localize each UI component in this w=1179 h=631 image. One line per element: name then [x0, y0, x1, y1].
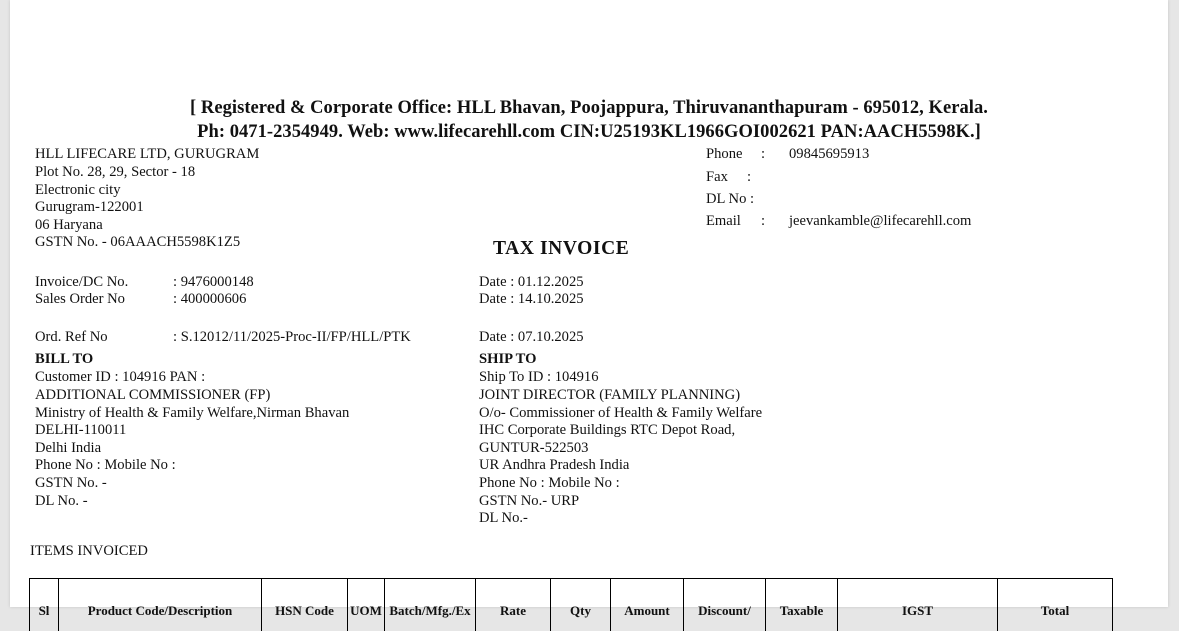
- column-header-taxable: Taxable: [766, 579, 838, 631]
- column-header-amount: Amount: [611, 579, 684, 631]
- column-header-discount: Discount/: [684, 579, 766, 631]
- column-header-uom: UOM: [348, 579, 385, 631]
- bill-to-line: Delhi India: [35, 440, 101, 458]
- seller-state: 06 Haryana: [35, 217, 103, 235]
- column-header-qty: Qty: [551, 579, 611, 631]
- email-label: Email: [706, 213, 741, 231]
- column-header-igst: IGST: [838, 579, 998, 631]
- ship-to-line: Phone No : Mobile No :: [479, 475, 620, 493]
- order-ref-date: Date : 07.10.2025: [479, 329, 584, 347]
- fax-label: Fax: [706, 169, 728, 187]
- phone-separator: :: [761, 146, 765, 164]
- invoice-number-label: Invoice/DC No.: [35, 274, 128, 292]
- document-title: TAX INVOICE: [493, 238, 629, 260]
- seller-name: HLL LIFECARE LTD, GURUGRAM: [35, 146, 259, 164]
- sales-order-date: Date : 14.10.2025: [479, 291, 584, 309]
- ship-to-line: JOINT DIRECTOR (FAMILY PLANNING): [479, 387, 740, 405]
- items-table: [29, 578, 1113, 631]
- ship-to-line: GSTN No.- URP: [479, 493, 579, 511]
- sales-order-label: Sales Order No: [35, 291, 125, 309]
- invoice-page: [10, 0, 1168, 607]
- invoice-date: Date : 01.12.2025: [479, 274, 584, 292]
- sales-order-value: : 400000606: [173, 291, 246, 309]
- ship-to-line: IHC Corporate Buildings RTC Depot Road,: [479, 422, 735, 440]
- column-header-total: Total: [998, 579, 1113, 631]
- bill-to-line: Phone No : Mobile No :: [35, 457, 176, 475]
- bill-to-line: ADDITIONAL COMMISSIONER (FP): [35, 387, 270, 405]
- ship-to-line: O/o- Commissioner of Health & Family Welfare: [479, 405, 762, 423]
- ship-to-line: DL No.-: [479, 510, 528, 528]
- seller-address-line: Gurugram-122001: [35, 199, 144, 217]
- column-header-sl: Sl: [30, 579, 59, 631]
- column-header-hsn: HSN Code: [262, 579, 348, 631]
- bill-to-line: DELHI-110011: [35, 422, 126, 440]
- fax-separator: :: [747, 169, 751, 187]
- bill-to-line: Ministry of Health & Family Welfare,Nirman Bhavan: [35, 405, 349, 423]
- ship-to-line: Ship To ID : 104916: [479, 369, 599, 387]
- ship-to-heading: SHIP TO: [479, 351, 536, 369]
- column-header-batch: Batch/Mfg./Ex: [385, 579, 476, 631]
- bill-to-heading: BILL TO: [35, 351, 93, 369]
- bill-to-line: DL No. -: [35, 493, 88, 511]
- column-header-product: Product Code/Description: [59, 579, 262, 631]
- ship-to-line: UR Andhra Pradesh India: [479, 457, 629, 475]
- seller-address-line: Electronic city: [35, 182, 121, 200]
- company-ids-line: Ph: 0471-2354949. Web: www.lifecarehll.com CIN:U25193KL1966GOI002621 PAN:AACH5598K.]: [10, 122, 1168, 143]
- seller-address-line: Plot No. 28, 29, Sector - 18: [35, 164, 195, 182]
- seller-gstn: GSTN No. - 06AAACH5598K1Z5: [35, 234, 240, 252]
- registered-office-line: [ Registered & Corporate Office: HLL Bhavan, Poojappura, Thiruvananthapuram - 695012, Kerala.: [10, 98, 1168, 119]
- order-ref-label: Ord. Ref No: [35, 329, 108, 347]
- phone-value: 09845695913: [789, 146, 869, 164]
- order-ref-value: : S.12012/11/2025-Proc-II/FP/HLL/PTK: [173, 329, 411, 347]
- table-header-row: [30, 579, 1113, 631]
- email-separator: :: [761, 213, 765, 231]
- phone-label: Phone: [706, 146, 742, 164]
- ship-to-line: GUNTUR-522503: [479, 440, 588, 458]
- bill-to-line: GSTN No. -: [35, 475, 107, 493]
- bill-to-line: Customer ID : 104916 PAN :: [35, 369, 205, 387]
- items-heading: ITEMS INVOICED: [30, 543, 148, 561]
- column-header-rate: Rate: [476, 579, 551, 631]
- invoice-number-value: : 9476000148: [173, 274, 254, 292]
- dl-label: DL No :: [706, 191, 754, 209]
- email-value: jeevankamble@lifecarehll.com: [789, 213, 971, 231]
